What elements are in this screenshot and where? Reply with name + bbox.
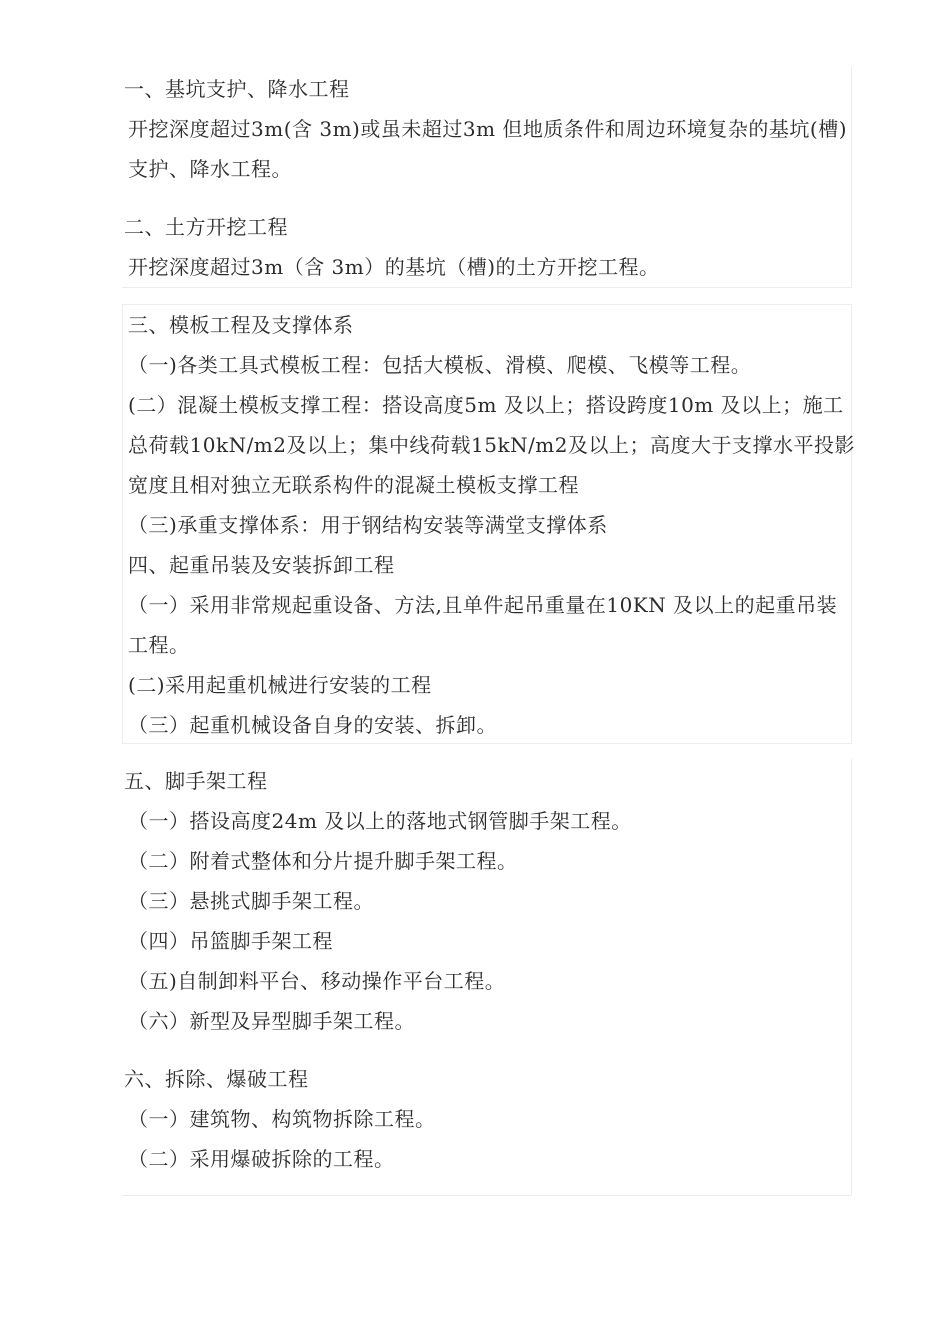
section-heading: 五、脚手架工程 [124,769,268,793]
paragraph-line: （六）新型及异型脚手架工程。 [128,1009,415,1033]
paragraph-line: 工程。 [128,633,190,657]
paragraph-line: （五)自制卸料平台、移动操作平台工程。 [128,969,506,993]
paragraph-line: （三)承重支撑体系：用于钢结构安装等满堂支撑体系 [128,513,608,537]
paragraph-line: 开挖深度超过3m(含 3m)或虽未超过3m 但地质条件和周边环境复杂的基坑(槽) [128,117,847,141]
section-heading: 四、起重吊装及安装拆卸工程 [128,553,395,577]
paragraph-line: （四）吊篮脚手架工程 [128,929,333,953]
section-heading: 一、基坑支护、降水工程 [124,77,350,101]
paragraph-line: （一）采用非常规起重设备、方法,且单件起吊重量在10KN 及以上的起重吊装 [128,593,838,617]
section-heading: 六、拆除、爆破工程 [124,1067,309,1091]
paragraph-line: 总荷载10kN/m2及以上；集中线荷载15kN/m2及以上；高度大于支撑水平投影 [128,433,855,457]
section-heading: 三、模板工程及支撑体系 [128,313,354,337]
paragraph-line: （三）悬挑式脚手架工程。 [128,889,374,913]
paragraph-line: (二）混凝土模板支撑工程：搭设高度5m 及以上；搭设跨度10m 及以上；施工 [128,393,844,417]
paragraph-line: 开挖深度超过3m（含 3m）的基坑（槽)的土方开挖工程。 [128,255,660,279]
section-heading: 二、土方开挖工程 [124,215,288,239]
paragraph-line: （三）起重机械设备自身的安装、拆卸。 [128,713,497,737]
paragraph-line: （二）采用爆破拆除的工程。 [128,1147,395,1171]
paragraph-line: （一）搭设高度24m 及以上的落地式钢管脚手架工程。 [128,809,632,833]
paragraph-line: （一）建筑物、构筑物拆除工程。 [128,1107,436,1131]
paragraph-line: （二）附着式整体和分片提升脚手架工程。 [128,849,518,873]
paragraph-line: 宽度且相对独立无联系构件的混凝土模板支撑工程 [128,473,579,497]
paragraph-line: （一)各类工具式模板工程：包括大模板、滑模、爬模、飞模等工程。 [128,353,752,377]
paragraph-line: (二)采用起重机械进行安装的工程 [128,673,432,697]
paragraph-line: 支护、降水工程。 [128,157,292,181]
